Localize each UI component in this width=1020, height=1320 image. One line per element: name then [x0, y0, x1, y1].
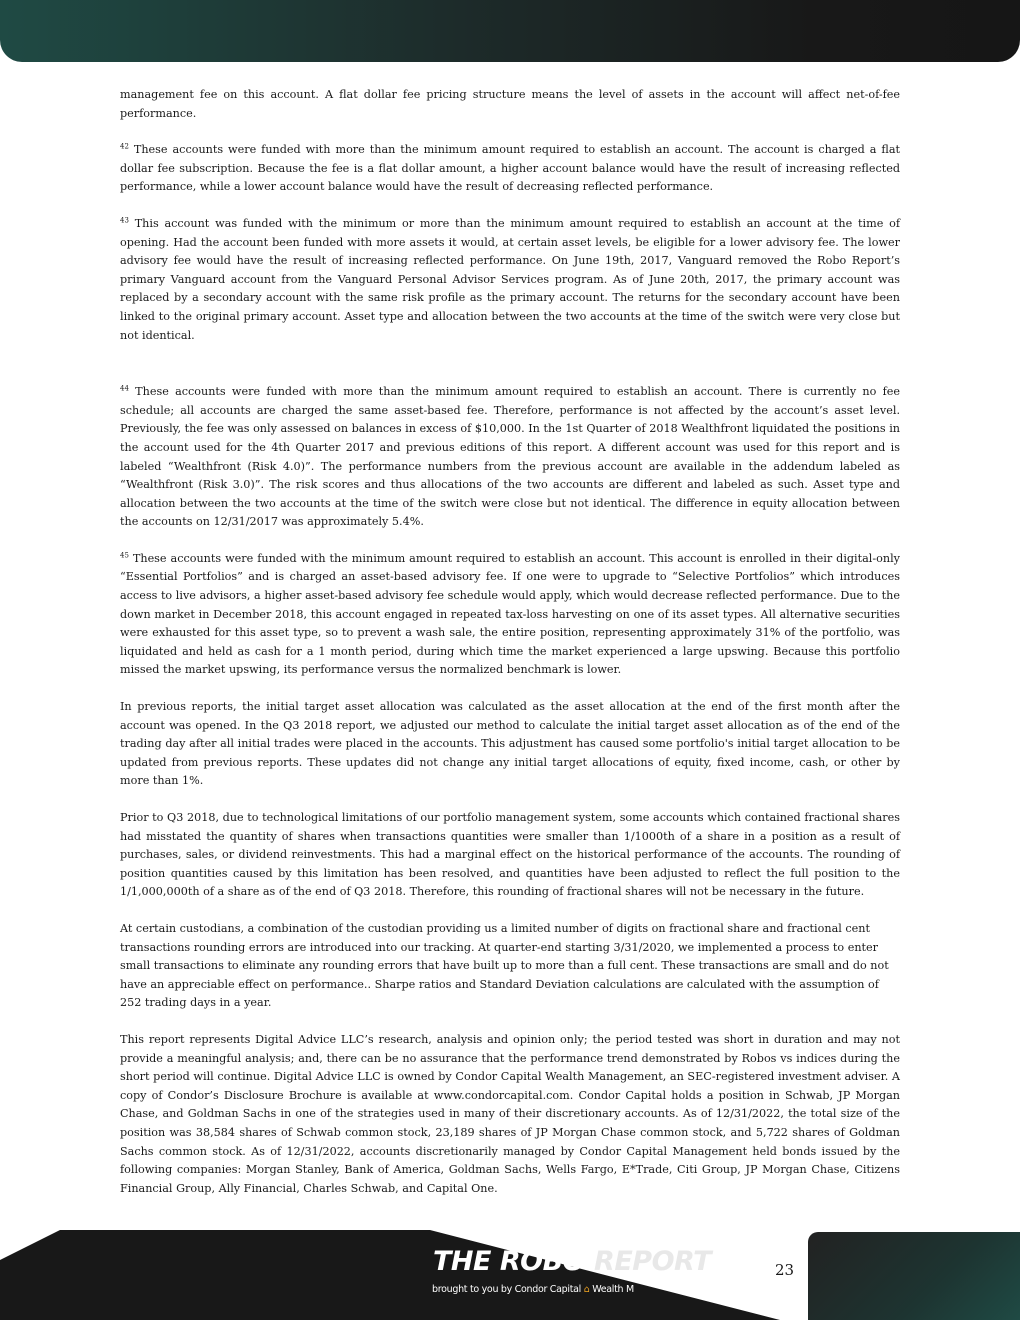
- robo-report-logo: THE ROBO REPORT: [433, 1246, 712, 1277]
- footnote-marker: 43: [120, 216, 129, 225]
- footnote-44: $^{44}$ These accounts were funded with more than the minimum amount required to establish an account. There is currently no fee schedule; all accounts are charged the same asset-based fee. Therefore, performance is not affected by the account’s asset level. Previously, the fee was only assessed on balances in excess of $10,000. In the 1st Quarter of 2018 Wealthfront liquidated the positions in the account used for the 4th Quarter 2017 and previous editions of this report. A different account was used for this report and is labeled “Wealthfront (Risk 4.0)”. The performance numbers from the previous account are available in the addendum labeled as “Wealthfront (Risk 3.0)”. The risk scores and thus allocations of the two accounts are different and labeled as such. Asset type and allocation between the two accounts at the time of the switch were close but not identical. The difference in equity allocation between the accounts on 12/31/2017 was approximately 5.4%.: [120, 384, 900, 529]
- header-band: [0, 0, 1020, 62]
- document-body: [120, 86, 900, 1216]
- footer-corner-block: [808, 1232, 1020, 1320]
- paragraph-target-allocation: In previous reports, the initial target asset allocation was calculated as the asset allocation at the end of the first month after the account was opened. In the Q3 2018 report, we adjusted our method to calculate the initial target asset allocation as of the end of the trading day after all initial trades were placed in the accounts. This adjustment has caused some portfolio's initial target allocation to be updated from previous reports. These updates did not change any initial target allocations of equity, fixed income, cash, or other by more than 1%.: [120, 700, 900, 788]
- footnote-42: $^{42}$ These accounts were funded with more than the minimum amount required to establish an account. The account is charged a flat dollar fee subscription. Because the fee is a flat dollar amount, a higher account balance would have the result of increasing reflected performance, while a lower account balance would have the result of decreasing reflected performance.: [120, 142, 900, 194]
- footnote-43: $^{43}$ This account was funded with the minimum or more than the minimum amount required to establish an account at the time of opening. Had the account been funded with more assets it would, at certain asset levels, be eligible for a lower advisory fee. The lower advisory fee would have the result of increasing reflected performance. On June 19th, 2017, Vanguard removed the Robo Report’s primary Vanguard account from the Vanguard Personal Advisor Services program. As of June 20th, 2017, the primary account was replaced by a secondary account with the same risk profile as the primary account. The returns for the secondary account have been linked to the original primary account. Asset type and allocation between the two accounts at the time of the switch were very close but not identical.: [120, 216, 900, 342]
- paragraph-fractional-shares: Prior to Q3 2018, due to technological limitations of our portfolio management system, some accounts which contained fractional shares had misstated the quantity of shares when transactions quantities were smaller than 1/1000th of a share in a position as a result of purchases, sales, or dividend reinvestments. This had a marginal effect on the historical performance of the accounts. The rounding of position quantities caused by this limitation has been resolved, and quantities have been adjusted to reflect the full position to the 1/1,000,000th of a share as of the end of Q3 2018. Therefore, this rounding of fractional shares will not be necessary in the future.: [120, 811, 900, 899]
- paragraph-rounding-errors: At certain custodians, a combination of the custodian providing us a limited number of digits on fractional share and fractional cent transactions rounding errors are introduced into our tracking. At quarter-end starting 3/31/2020, we implemented a process to enter small transactions to eliminate any rounding errors that have built up to more than a full cent. These transactions are small and do not have an appreciable effect on performance.. Sharpe ratios and Standard Deviation calculations are calculated with the assumption of 252 trading days in a year.: [120, 921, 889, 1010]
- paragraph-disclosure: This report represents Digital Advice LLC’s research, analysis and opinion only; the period tested was short in duration and may not provide a meaningful analysis; and, there can be no assurance that the performance trend demonstrated by Robos vs indices during the short period will continue. Digital Advice LLC is owned by Condor Capital Wealth Management, an SEC-registered investment adviser. A copy of Condor’s Disclosure Brochure is available at www.condorcapital.com. Condor Capital holds a position in Schwab, JP Morgan Chase, and Goldman Sachs in one of the strategies used in many of their discretionary accounts. As of 12/31/2022, the total size of the position was 38,584 shares of Schwab common stock, 23,189 shares of JP Morgan Chase common stock, and 5,722 shares of Goldman Sachs common stock. As of 12/31/2022, accounts discretionarily managed by Condor Capital Management held bonds issued by the following companies: Morgan Stanley, Bank of America, Goldman Sachs, Wells Fargo, E*Trade, Citi Group, JP Morgan Chase, Citizens Financial Group, Ally Financial, Charles Schwab, and Capital One.: [120, 1032, 900, 1195]
- logo-tagline: brought to you by Condor Capital ⌂ Wealth M: [432, 1284, 634, 1295]
- paragraph-continuation: management fee on this account. A flat dollar fee pricing structure means the level of assets in the account will affect net-of-fee performance.: [120, 88, 900, 120]
- footnote-marker: 44: [120, 384, 129, 393]
- footnote-45: $^{45}$ These accounts were funded with the minimum amount required to establish an account. This account is enrolled in their digital-only “Essential Portfolios” and is charged an asset-based advisory fee. If one were to upgrade to “Selective Portfolios” which introduces access to live advisors, a higher asset-based advisory fee schedule would apply, which would decrease reflected performance. Due to the down market in December 2018, this account engaged in repeated tax-loss harvesting on one of its asset types. All alternative securities were exhausted for this asset type, so to prevent a wash sale, the entire position, representing approximately 31% of the portfolio, was liquidated and held as cash for a 1 month period, during which time the market experienced a large upswing. Because this portfolio missed the market upswing, its performance versus the normalized benchmark is lower.: [120, 551, 900, 677]
- page-number: 23: [775, 1261, 795, 1279]
- footnote-marker: 45: [120, 551, 129, 560]
- house-icon: ⌂: [583, 1284, 590, 1295]
- footnote-marker: 42: [120, 142, 129, 151]
